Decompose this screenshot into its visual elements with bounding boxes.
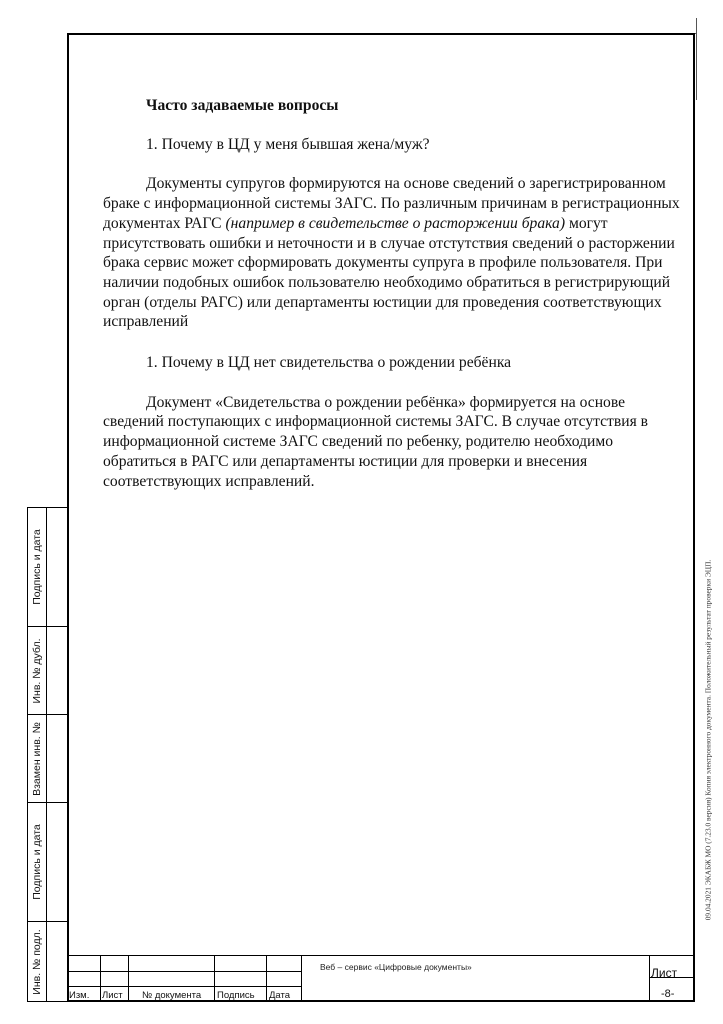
stamp-label-izm: Изм.	[69, 990, 90, 1001]
question-1: 1. Почему в ЦД у меня бывшая жена/муж?	[146, 135, 430, 153]
side-label-replace-inv: Взамен инв. №	[31, 721, 43, 796]
question-2: 1. Почему в ЦД нет свидетельства о рождении ребёнка	[146, 354, 512, 372]
document-body	[103, 96, 685, 512]
side-stamp-table	[27, 507, 69, 1002]
side-label-signature-date-1: Подпись и дата	[31, 529, 43, 605]
faq-heading: Часто задаваемые вопросы	[146, 97, 339, 114]
side-row-signature-date-1	[28, 508, 68, 626]
side-label-signature-date-2: Подпись и дата	[31, 824, 43, 900]
corner-mark-vertical	[696, 18, 697, 100]
side-row-signature-date-2	[28, 802, 68, 921]
answer-2: Документ «Свидетельства о рождении ребёнка» формируется на основе сведений поступающих с информационной системы ЗАГС. В случае отсутствия в информационной системе ЗАГС сведений по ребенку, родителю необходимо обратиться в РАГС или департаменты юстиции для проверки и внесения соответствующих исправлений.	[103, 393, 649, 490]
stamp-label-date: Дата	[269, 990, 291, 1001]
side-label-orig-inv: Инв. № подл.	[31, 928, 43, 995]
stamp-label-signature: Подпись	[217, 990, 255, 1001]
answer-1-part2: могут присутствовать ошибки и неточности и в случае отстутствия сведений о расторжении брака сервис может сформировать документы супруга в профиле пользователя. При наличии подобных ошибок пользователю необходимо обратиться в регистрирующий орган (отделы РАГС) или департаменты юстиции для проведения соответствующих исправлений	[103, 214, 675, 331]
sheet-number: -8-	[661, 988, 675, 1000]
side-row-dup-inv	[28, 626, 68, 714]
stamp-label-doc-no: № документа	[142, 990, 202, 1001]
ecp-note-text: 09.04.2021 ЭКАБЖ МО (7.23.0 версия) Копия электронного документа. Положительный результат проверки ЭЦП.	[703, 559, 713, 921]
sheet-label: Лист	[651, 966, 678, 980]
answer-1	[103, 174, 685, 332]
ecp-verification-note	[700, 505, 716, 975]
answer-1-italic: (например в свидетельстве о расторжении брака)	[225, 214, 566, 232]
document-title: Веб – сервис «Цифровые документы»	[320, 962, 472, 972]
answer-1-part1: Документы супругов формируются на основе сведений о зарегистрированном браке с информационной системы ЗАГС. По различным причинам в регистрационных документах РАГС	[103, 175, 680, 232]
side-row-orig-inv	[28, 921, 68, 1001]
side-row-replace-inv	[28, 714, 68, 802]
stamp-label-list: Лист	[102, 990, 123, 1001]
side-label-dup-inv: Инв. № дубл.	[31, 637, 43, 704]
